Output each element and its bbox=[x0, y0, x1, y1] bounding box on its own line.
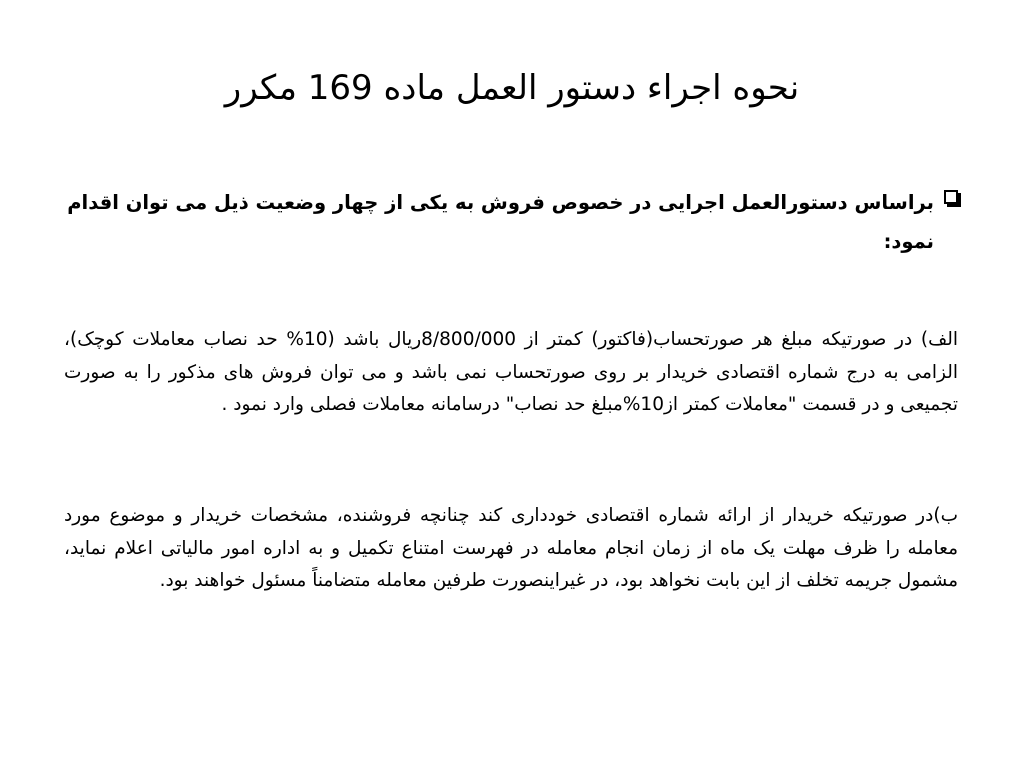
checkbox-square-icon bbox=[944, 190, 958, 204]
slide-title: نحوه اجراء دستور العمل ماده 169 مکرر bbox=[224, 68, 800, 108]
paragraph-a: الف) در صورتیکه مبلغ هر صورتحساب(فاکتور) کمتر از 8/800/000ریال باشد (10% حد نصاب معاملات کوچک)، الزامی به درج شماره اقتصادی خریدار بر روی صورتحساب نمی باشد و می توان فروش های مذکور را به صورت تجمیعی و در قسمت "معاملات کمتر از10%مبلغ حد نصاب" درسامانه معاملات فصلی وارد نمود . bbox=[64, 329, 958, 415]
bullet-text: براساس دستورالعمل اجرایی در خصوص فروش به یکی از چهار وضعیت ذیل می توان اقدام نمود: bbox=[67, 191, 934, 253]
paragraph-b: ب)در صورتیکه خریدار از ارائه شماره اقتصادی خودداری کند چنانچه فروشنده، مشخصات خریدار و موضوع مورد معامله را ظرف مهلت یک ماه از زمان انجام معامله در فهرست امتناع تکمیل و به اداره امور مالیاتی اعلام نماید، مشمول جریمه تخلف از این بابت نخواهد بود، در غیراینصورت طرفین معامله متضامناً مسئول خواهند بود. bbox=[64, 505, 958, 591]
